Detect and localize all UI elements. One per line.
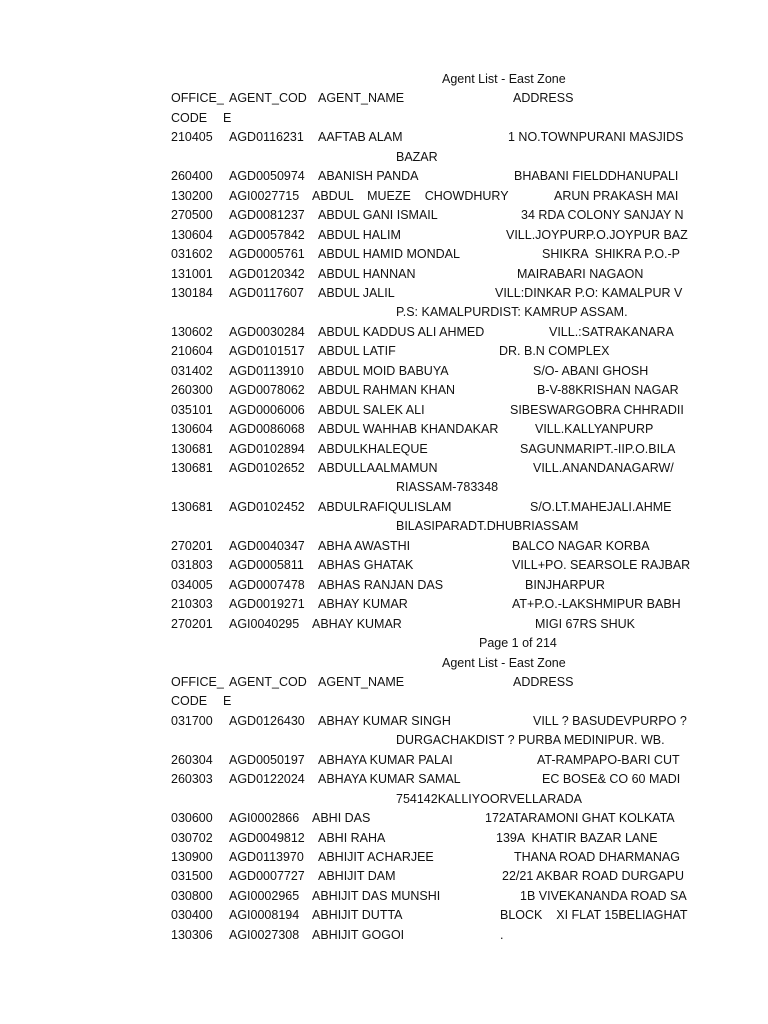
office-code-cell: 031500 bbox=[171, 869, 213, 884]
agent-name-cell: ABHIJIT DUTTA bbox=[312, 908, 403, 923]
table-row bbox=[0, 265, 768, 284]
address-cell: VILL.ANANDANAGARW/ bbox=[533, 461, 674, 475]
agent-code-cell: AGD0050974 bbox=[229, 169, 305, 184]
table-row bbox=[0, 867, 768, 886]
column-header-row bbox=[0, 89, 768, 108]
agent-code-cell: AGD0078062 bbox=[229, 383, 305, 398]
address-cell: S/O- ABANI GHOSH bbox=[533, 363, 649, 378]
table-row bbox=[0, 887, 768, 906]
address-cell: BINJHARPUR bbox=[525, 577, 605, 592]
table-row bbox=[0, 829, 768, 848]
agent-code-cell: AGD0030284 bbox=[229, 324, 305, 339]
agent-name-cell: ABHAYA KUMAR SAMAL bbox=[318, 772, 461, 787]
agent-code-cell: AGD0081237 bbox=[229, 208, 305, 223]
agent-name-cell: ABHAS RANJAN DAS bbox=[318, 577, 444, 592]
office-code-cell: 035101 bbox=[171, 402, 213, 417]
header-agent-code-wrap: E bbox=[223, 694, 232, 709]
address-cell: VILL.KALLYANPURP bbox=[535, 422, 654, 437]
agent-code-cell: AGI0040295 bbox=[229, 616, 300, 631]
address-cell: 34 RDA COLONY SANJAY N bbox=[521, 208, 684, 223]
agent-name-cell: ABDULKHALEQUE bbox=[318, 441, 428, 456]
address-cell: ARUN PRAKASH MAI bbox=[554, 188, 679, 203]
agent-code-cell: AGD0005761 bbox=[229, 247, 305, 262]
address-continuation-text: 754142KALLIYOORVELLARADA bbox=[396, 791, 582, 806]
table-row bbox=[0, 342, 768, 361]
office-code-cell: 260400 bbox=[171, 169, 213, 184]
address-continuation-text: BAZAR bbox=[396, 149, 438, 164]
agent-name-cell: ABANISH PANDA bbox=[318, 169, 419, 184]
agent-code-cell: AGI0027715 bbox=[229, 188, 300, 203]
address-cell: VILL ? BASUDEVPURPO ? bbox=[533, 713, 687, 728]
agent-code-cell: AGD0006006 bbox=[229, 402, 305, 417]
agent-name-cell: ABHIJIT GOGOI bbox=[312, 927, 405, 942]
office-code-cell: 260304 bbox=[171, 752, 213, 767]
table-row bbox=[0, 459, 768, 478]
agent-name-cell: ABDULRAFIQULISLAM bbox=[318, 499, 452, 514]
agent-code-cell: AGD0102652 bbox=[229, 461, 305, 475]
office-code-cell: 260300 bbox=[171, 383, 213, 398]
office-code-cell: 030800 bbox=[171, 888, 213, 903]
agent-code-cell: AGD0113970 bbox=[229, 850, 304, 864]
table-row bbox=[0, 245, 768, 264]
address-cell: VILL.JOYPURP.O.JOYPUR BAZ bbox=[506, 227, 688, 242]
agent-name-cell: ABHIJIT DAS MUNSHI bbox=[312, 888, 441, 903]
header-office-code: OFFICE_ bbox=[171, 674, 224, 689]
header-agent-name: AGENT_NAME bbox=[318, 91, 405, 106]
address-continuation-text: RIASSAM-783348 bbox=[396, 480, 499, 495]
office-code-cell: 034005 bbox=[171, 577, 213, 592]
agent-name-cell: ABDUL SALEK ALI bbox=[318, 402, 425, 417]
office-code-cell: 210303 bbox=[171, 597, 213, 612]
address-continuation bbox=[0, 303, 768, 322]
office-code-cell: 030400 bbox=[171, 908, 213, 923]
list-title bbox=[0, 70, 768, 89]
office-code-cell: 270201 bbox=[171, 538, 213, 553]
agent-code-cell: AGD0113910 bbox=[229, 363, 304, 378]
agent-code-cell: AGD0126430 bbox=[229, 713, 305, 728]
address-cell: VILL:DINKAR P.O: KAMALPUR V bbox=[495, 285, 683, 300]
office-code-cell: 270500 bbox=[171, 208, 213, 223]
header-address: ADDRESS bbox=[513, 91, 574, 106]
address-cell: 1B VIVEKANANDA ROAD SA bbox=[520, 888, 687, 903]
table-row bbox=[0, 284, 768, 303]
agent-code-cell: AGD0050197 bbox=[229, 752, 305, 767]
office-code-cell: 130681 bbox=[171, 499, 213, 514]
address-cell: SHIKRA SHIKRA P.O.-P bbox=[542, 247, 681, 262]
office-code-cell: 030702 bbox=[171, 830, 213, 845]
table-row bbox=[0, 712, 768, 731]
table-row bbox=[0, 615, 768, 634]
page-number bbox=[0, 634, 768, 653]
agent-code-cell: AGI0008194 bbox=[229, 908, 300, 923]
office-code-cell: 130681 bbox=[171, 441, 213, 456]
agent-name-cell: ABHAY KUMAR SINGH bbox=[318, 713, 451, 728]
agent-name-cell: ABDUL MUEZE CHOWDHURY bbox=[312, 188, 509, 203]
agent-code-cell: AGD0057842 bbox=[229, 227, 305, 242]
header-agent-name: AGENT_NAME bbox=[318, 674, 405, 689]
agent-name-cell: ABDUL LATIF bbox=[318, 344, 396, 359]
office-code-cell: 130602 bbox=[171, 324, 213, 339]
address-cell: 139A KHATIR BAZAR LANE bbox=[496, 830, 658, 845]
table-row bbox=[0, 206, 768, 225]
table-row bbox=[0, 498, 768, 517]
address-cell: MIGI 67RS SHUK bbox=[535, 616, 636, 631]
column-header-row bbox=[0, 673, 768, 692]
agent-code-cell: AGD0102894 bbox=[229, 441, 305, 456]
address-cell: THANA ROAD DHARMANAG bbox=[514, 850, 680, 864]
agent-name-cell: ABDUL JALIL bbox=[318, 285, 395, 300]
table-row bbox=[0, 809, 768, 828]
address-cell: AT+P.O.-LAKSHMIPUR BABH bbox=[512, 597, 681, 612]
agent-code-cell: AGI0002866 bbox=[229, 811, 300, 826]
address-cell: 1 NO.TOWNPURANI MASJIDS bbox=[508, 130, 684, 145]
agent-code-cell: AGD0007727 bbox=[229, 869, 305, 884]
address-continuation bbox=[0, 790, 768, 809]
office-code-cell: 130604 bbox=[171, 227, 213, 242]
address-continuation bbox=[0, 731, 768, 750]
header-office-code: OFFICE_ bbox=[171, 91, 224, 106]
agent-name-cell: ABDULLAALMAMUN bbox=[318, 461, 438, 475]
office-code-cell: 130681 bbox=[171, 461, 213, 475]
header-address: ADDRESS bbox=[513, 674, 574, 689]
address-cell: VILL+PO. SEARSOLE RAJBAR bbox=[512, 558, 691, 573]
agent-code-cell: AGI0002965 bbox=[229, 888, 300, 903]
address-cell: 22/21 AKBAR ROAD DURGAPU bbox=[502, 869, 685, 884]
agent-code-cell: AGD0116231 bbox=[229, 130, 304, 145]
agent-name-cell: ABDUL HALIM bbox=[318, 227, 401, 242]
agent-code-cell: AGD0120342 bbox=[229, 266, 305, 281]
table-row bbox=[0, 576, 768, 595]
address-cell: DR. B.N COMPLEX bbox=[499, 344, 610, 359]
address-continuation-text: BILASIPARADT.DHUBRIASSAM bbox=[396, 519, 579, 534]
agent-code-cell: AGD0019271 bbox=[229, 597, 305, 612]
table-row bbox=[0, 226, 768, 245]
office-code-cell: 130306 bbox=[171, 927, 213, 942]
header-agent-code: AGENT_COD bbox=[229, 674, 307, 689]
agent-name-cell: ABDUL WAHHAB KHANDAKAR bbox=[318, 422, 499, 437]
agent-code-cell: AGD0086068 bbox=[229, 422, 305, 437]
agent-name-cell: ABHAY KUMAR bbox=[318, 597, 408, 612]
agent-name-cell: ABDUL HAMID MONDAL bbox=[318, 247, 460, 262]
agent-name-cell: AAFTAB ALAM bbox=[318, 130, 403, 145]
agent-name-cell: ABHA AWASTHI bbox=[318, 538, 411, 553]
address-continuation bbox=[0, 478, 768, 497]
column-header-row-wrap bbox=[0, 109, 768, 128]
agent-code-cell: AGD0049812 bbox=[229, 830, 305, 845]
agent-name-cell: ABHI DAS bbox=[312, 811, 371, 826]
office-code-cell: 130184 bbox=[171, 285, 213, 300]
agent-name-cell: ABHAY KUMAR bbox=[312, 616, 402, 631]
header-office-code-wrap: CODE bbox=[171, 110, 208, 125]
table-row bbox=[0, 751, 768, 770]
header-office-code-wrap: CODE bbox=[171, 694, 208, 709]
address-cell: . bbox=[500, 927, 504, 942]
agent-name-cell: ABDUL KADDUS ALI AHMED bbox=[318, 324, 485, 339]
agent-name-cell: ABDUL MOID BABUYA bbox=[318, 363, 449, 378]
office-code-cell: 031803 bbox=[171, 558, 213, 573]
office-code-cell: 131001 bbox=[171, 266, 213, 281]
agent-code-cell: AGD0005811 bbox=[229, 558, 304, 573]
header-agent-code: AGENT_COD bbox=[229, 91, 307, 106]
address-cell: BLOCK XI FLAT 15BELIAGHAT bbox=[500, 908, 688, 923]
office-code-cell: 030600 bbox=[171, 811, 213, 826]
agent-name-cell: ABDUL GANI ISMAIL bbox=[318, 208, 438, 223]
table-row bbox=[0, 537, 768, 556]
table-row bbox=[0, 440, 768, 459]
table-row bbox=[0, 401, 768, 420]
address-continuation-text: P.S: KAMALPURDIST: KAMRUP ASSAM. bbox=[396, 305, 628, 320]
list-title bbox=[0, 654, 768, 673]
office-code-cell: 130200 bbox=[171, 188, 213, 203]
table-row bbox=[0, 128, 768, 147]
table-row bbox=[0, 906, 768, 925]
address-cell: EC BOSE& CO 60 MADI bbox=[542, 772, 681, 787]
header-agent-code-wrap: E bbox=[223, 110, 232, 125]
agent-name-cell: ABHAYA KUMAR PALAI bbox=[318, 752, 453, 767]
address-continuation bbox=[0, 517, 768, 536]
office-code-cell: 031402 bbox=[171, 363, 213, 378]
address-continuation-text: DURGACHAKDIST ? PURBA MEDINIPUR. WB. bbox=[396, 733, 665, 748]
agent-code-cell: AGD0040347 bbox=[229, 538, 305, 553]
agent-code-cell: AGI0027308 bbox=[229, 927, 300, 942]
table-row bbox=[0, 167, 768, 186]
office-code-cell: 260303 bbox=[171, 772, 213, 787]
agent-code-cell: AGD0102452 bbox=[229, 499, 305, 514]
address-cell: B-V-88KRISHAN NAGAR bbox=[537, 383, 679, 398]
table-row bbox=[0, 848, 768, 867]
address-continuation bbox=[0, 148, 768, 167]
table-row bbox=[0, 187, 768, 206]
title-text: Agent List - East Zone bbox=[442, 655, 566, 670]
office-code-cell: 130900 bbox=[171, 850, 213, 864]
page-number-text: Page 1 of 214 bbox=[479, 636, 557, 651]
table-row bbox=[0, 362, 768, 381]
agent-code-cell: AGD0101517 bbox=[229, 344, 305, 359]
agent-name-cell: ABHAS GHATAK bbox=[318, 558, 414, 573]
agent-name-cell: ABHIJIT ACHARJEE bbox=[318, 850, 434, 864]
address-cell: SIBESWARGOBRA CHHRADII bbox=[510, 402, 684, 417]
agent-name-cell: ABHIJIT DAM bbox=[318, 869, 396, 884]
address-cell: SAGUNMARIPT.-IIP.O.BILA bbox=[520, 441, 676, 456]
agent-code-cell: AGD0007478 bbox=[229, 577, 305, 592]
table-row bbox=[0, 381, 768, 400]
agent-code-cell: AGD0117607 bbox=[229, 285, 304, 300]
office-code-cell: 210604 bbox=[171, 344, 213, 359]
table-row bbox=[0, 556, 768, 575]
address-cell: MAIRABARI NAGAON bbox=[517, 266, 644, 281]
table-row bbox=[0, 770, 768, 789]
office-code-cell: 270201 bbox=[171, 616, 213, 631]
table-row bbox=[0, 926, 768, 945]
office-code-cell: 210405 bbox=[171, 130, 213, 145]
title-text: Agent List - East Zone bbox=[442, 72, 566, 86]
office-code-cell: 031700 bbox=[171, 713, 213, 728]
agent-name-cell: ABHI RAHA bbox=[318, 830, 386, 845]
address-cell: S/O.LT.MAHEJALI.AHME bbox=[530, 499, 672, 514]
table-row bbox=[0, 595, 768, 614]
office-code-cell: 130604 bbox=[171, 422, 213, 437]
agent-name-cell: ABDUL HANNAN bbox=[318, 266, 416, 281]
agent-code-cell: AGD0122024 bbox=[229, 772, 305, 787]
column-header-row-wrap bbox=[0, 692, 768, 711]
office-code-cell: 031602 bbox=[171, 247, 213, 262]
address-cell: VILL.:SATRAKANARA bbox=[549, 324, 674, 339]
table-row bbox=[0, 323, 768, 342]
table-row bbox=[0, 420, 768, 439]
address-cell: 172ATARAMONI GHAT KOLKATA bbox=[485, 811, 675, 826]
agent-name-cell: ABDUL RAHMAN KHAN bbox=[318, 383, 456, 398]
address-cell: AT-RAMPAPO-BARI CUT bbox=[537, 752, 680, 767]
address-cell: BALCO NAGAR KORBA bbox=[512, 538, 650, 553]
address-cell: BHABANI FIELDDHANUPALI bbox=[514, 169, 679, 184]
